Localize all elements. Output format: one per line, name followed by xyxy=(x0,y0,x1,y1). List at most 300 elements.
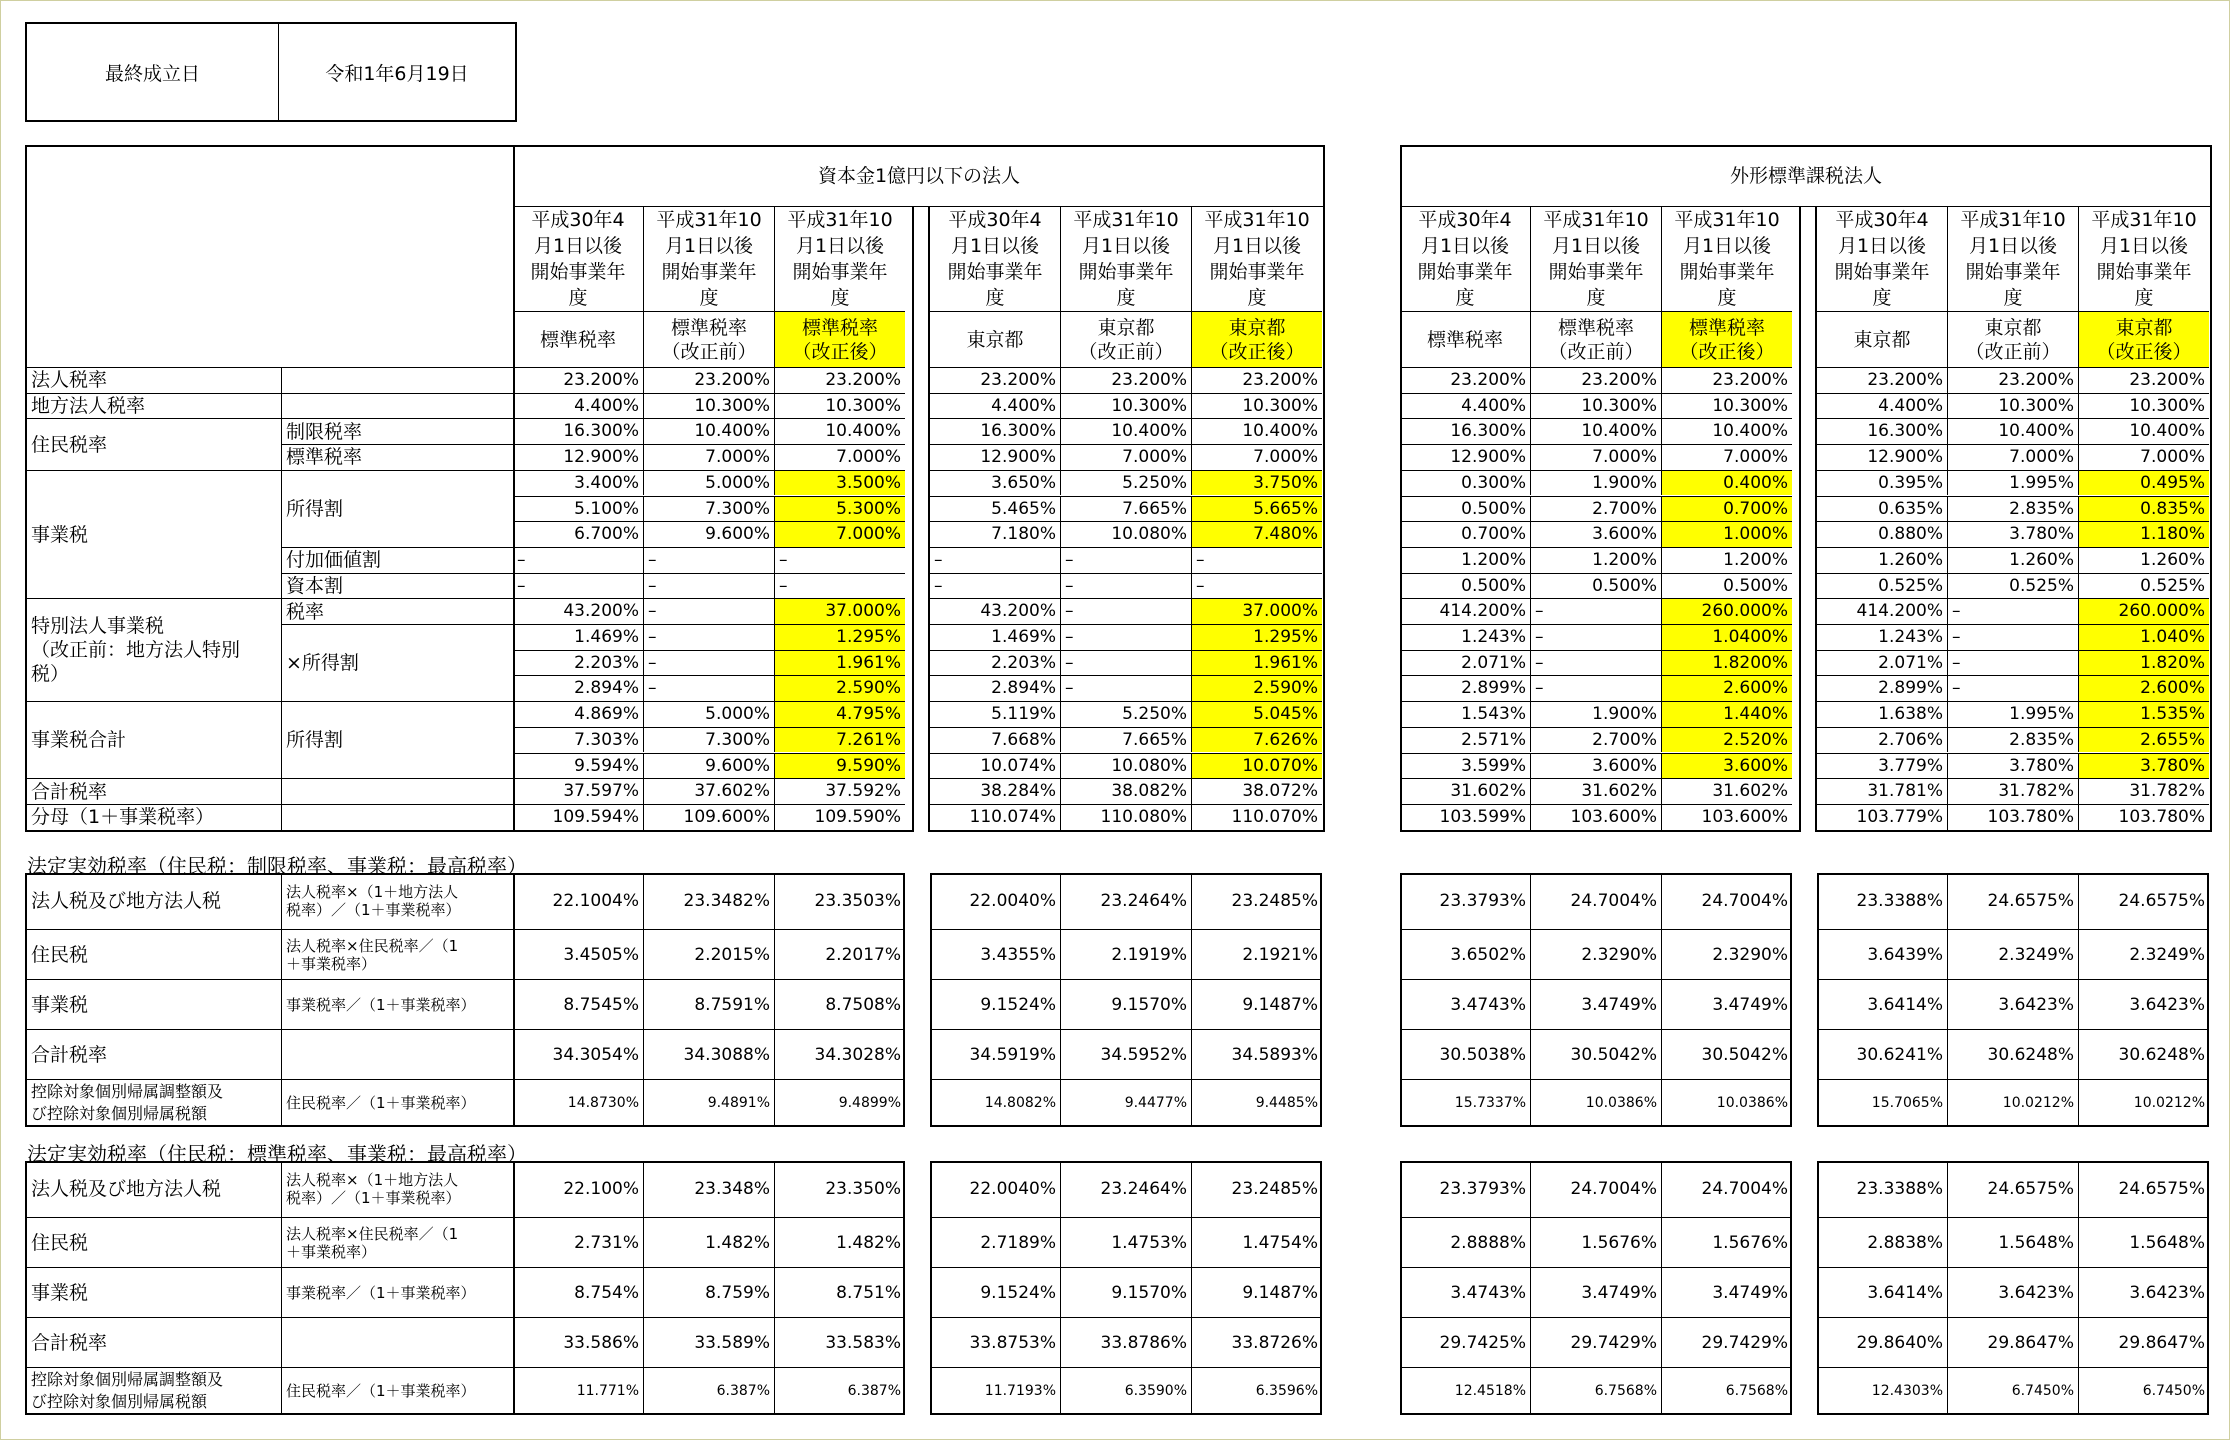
rate-cell: – xyxy=(644,573,775,599)
effective-rate-cell: 23.2485% xyxy=(1231,891,1318,911)
effective-rate-cell: 3.4749% xyxy=(1662,1267,1792,1317)
col-type-header: 東京都 xyxy=(930,312,1061,367)
rate-cell: 260.000% xyxy=(1662,598,1792,624)
effective-rate-cell: 3.6439% xyxy=(1817,929,1948,979)
effective-rate-cell: 23.348% xyxy=(644,1161,775,1217)
row-sublabel: 制限税率 xyxy=(282,418,513,444)
rate-cell: 0.400% xyxy=(1662,470,1792,496)
rate-cell: 110.070% xyxy=(1192,804,1322,830)
rate-cell: 4.869% xyxy=(513,701,644,727)
col-period-header: 平成31年10 月1日以後 開始事業年 度 xyxy=(775,207,905,312)
rate-cell: 414.200% xyxy=(1817,598,1948,624)
rate-cell: 23.200% xyxy=(2079,367,2209,393)
effective-rate-cell: 2.8838% xyxy=(1817,1217,1948,1267)
rate-cell: 10.300% xyxy=(1531,393,1662,419)
section-row-label: 事業税 xyxy=(27,1267,282,1317)
col-period-header: 平成30年4 月1日以後 開始事業年 度 xyxy=(513,207,644,312)
effective-rate-cell: 8.7508% xyxy=(775,979,905,1029)
rate-cell: 103.600% xyxy=(1531,804,1662,830)
effective-rate-cell: 29.8640% xyxy=(1817,1317,1948,1367)
rate-cell: – xyxy=(1061,624,1192,650)
col-period-header: 平成31年10 月1日以後 開始事業年 度 xyxy=(1061,207,1192,312)
effective-rate-cell: 24.6575% xyxy=(2118,891,2205,911)
section-row-label: 控除対象個別帰属調整額及 び控除対象個別帰属税額 xyxy=(27,1367,282,1413)
rate-cell: 31.782% xyxy=(2079,778,2209,804)
rate-cell: 3.780% xyxy=(2079,753,2209,779)
rate-cell: 1.180% xyxy=(2079,521,2209,547)
effective-rate-cell: 10.0212% xyxy=(2079,1079,2209,1125)
rate-cell: 7.180% xyxy=(930,521,1061,547)
effective-rate-cell: 6.387% xyxy=(775,1367,905,1413)
effective-rate-cell: 1.482% xyxy=(644,1217,775,1267)
rate-cell: 10.074% xyxy=(930,753,1061,779)
rate-cell: 10.400% xyxy=(1662,418,1792,444)
effective-rate-cell: 1.5676% xyxy=(1531,1217,1662,1267)
effective-rate-cell: 33.8726% xyxy=(1192,1317,1322,1367)
rate-cell: 2.899% xyxy=(1400,675,1531,701)
rate-cell: 1.0400% xyxy=(1662,624,1792,650)
col-type-header: 標準税率 （改正前） xyxy=(1531,312,1662,367)
rate-cell: 16.300% xyxy=(513,418,644,444)
rate-cell: 1.260% xyxy=(1817,547,1948,573)
effective-rate-cell: 2.3290% xyxy=(1531,929,1662,979)
effective-rate-cell: 8.7591% xyxy=(644,979,775,1029)
rate-cell: 10.080% xyxy=(1061,753,1192,779)
effective-rate-cell: 23.3793% xyxy=(1400,1161,1531,1217)
rate-cell: 2.655% xyxy=(2079,727,2209,753)
rate-cell: 38.284% xyxy=(930,778,1061,804)
rate-cell: – xyxy=(930,547,1061,573)
rate-cell: 23.200% xyxy=(1192,367,1322,393)
rate-cell: 7.626% xyxy=(1192,727,1322,753)
section-row-label: 住民税 xyxy=(27,1217,282,1267)
rate-cell: 4.400% xyxy=(1817,393,1948,419)
effective-rate-cell: 24.6575% xyxy=(1948,873,2079,929)
rate-cell: 37.000% xyxy=(775,598,905,624)
rate-cell: 12.900% xyxy=(1817,444,1948,470)
effective-rate-cell: 9.1570% xyxy=(1061,1267,1192,1317)
col-period-header: 平成31年10 月1日以後 開始事業年 度 xyxy=(2079,207,2209,312)
effective-rate-cell: 9.1487% xyxy=(1192,1267,1322,1317)
gap-small-separator xyxy=(912,207,930,832)
effective-rate-cell: 3.6502% xyxy=(1400,929,1531,979)
effective-rate-cell: 2.1921% xyxy=(1192,929,1322,979)
rate-cell: 1.961% xyxy=(775,650,905,676)
rate-cell: 23.200% xyxy=(1662,367,1792,393)
effective-rate-cell: 1.5676% xyxy=(1662,1217,1792,1267)
rate-cell: 1.440% xyxy=(1662,701,1792,727)
effective-rate-cell: 34.5919% xyxy=(930,1029,1061,1079)
rate-cell: 3.600% xyxy=(1662,753,1792,779)
rate-cell: 9.590% xyxy=(775,753,905,779)
rate-cell: 1.200% xyxy=(1662,547,1792,573)
rate-cell: 10.400% xyxy=(2079,418,2209,444)
row-label: 地方法人税率 xyxy=(27,393,282,419)
rate-cell: 2.203% xyxy=(930,650,1061,676)
effective-rate-cell: 11.7193% xyxy=(930,1367,1061,1413)
rate-cell: 10.400% xyxy=(644,418,775,444)
rate-cell: 1.469% xyxy=(930,624,1061,650)
effective-rate-cell: 34.3028% xyxy=(775,1029,905,1079)
rate-cell: 5.045% xyxy=(1192,701,1322,727)
row-label-line: （改正前：地方法人特別 xyxy=(31,639,241,662)
rate-cell: 7.000% xyxy=(1192,444,1322,470)
section-row-formula: 法人税率×（1＋地方法人 税率）／（1＋事業税率） xyxy=(286,883,461,919)
section-row-label: 住民税 xyxy=(27,929,282,979)
rate-cell: 7.300% xyxy=(644,496,775,522)
rate-cell: 1.543% xyxy=(1400,701,1531,727)
effective-rate-cell: 1.4754% xyxy=(1192,1217,1322,1267)
row-sublabel: 所得割 xyxy=(282,470,513,547)
rate-cell: 10.400% xyxy=(1192,418,1322,444)
rate-cell: – xyxy=(513,547,644,573)
effective-rate-cell: 30.6241% xyxy=(1817,1029,1948,1079)
effective-rate-cell: 1.4753% xyxy=(1061,1217,1192,1267)
section-row-label: 控除対象個別帰属調整額及 び控除対象個別帰属税額 xyxy=(27,1079,282,1125)
effective-rate-cell: 34.5952% xyxy=(1061,1029,1192,1079)
rate-cell: 2.590% xyxy=(1192,675,1322,701)
rate-cell: 5.465% xyxy=(930,496,1061,522)
rate-cell: 23.200% xyxy=(775,367,905,393)
rate-cell: 2.706% xyxy=(1817,727,1948,753)
rate-cell: – xyxy=(1192,573,1322,599)
rate-cell: 3.400% xyxy=(513,470,644,496)
rate-cell: 1.638% xyxy=(1817,701,1948,727)
enactment-date-label: 最終成立日 xyxy=(26,23,279,121)
rate-cell: 3.780% xyxy=(1948,521,2079,547)
row-label: 分母（1＋事業税率） xyxy=(27,804,282,830)
rate-cell: – xyxy=(1531,675,1662,701)
section-row-formula: 事業税率／（1＋事業税率） xyxy=(282,979,513,1029)
effective-rate-cell: 9.1487% xyxy=(1192,979,1322,1029)
effective-rate-cell: 29.8647% xyxy=(1948,1317,2079,1367)
rate-cell: 0.395% xyxy=(1817,470,1948,496)
effective-rate-cell: 3.4749% xyxy=(1531,1267,1662,1317)
section-row-formula: 法人税率×住民税率／（1 ＋事業税率） xyxy=(282,929,513,979)
rate-cell: 2.700% xyxy=(1531,727,1662,753)
section-title: 法定実効税率（住民税：制限税率、事業税：最高税率） xyxy=(27,854,527,878)
row-label-line: 特別法人事業税 xyxy=(31,615,165,638)
group-title-large-corp: 外形標準課税法人 xyxy=(1400,145,2212,207)
rate-cell: 7.665% xyxy=(1061,727,1192,753)
effective-rate-cell: 9.4477% xyxy=(1061,1079,1192,1125)
col-type-header: 標準税率 （改正後） xyxy=(775,312,905,367)
effective-rate-cell: 23.3482% xyxy=(644,873,775,929)
effective-rate-cell: 12.4518% xyxy=(1400,1367,1531,1413)
rate-cell: 23.200% xyxy=(644,367,775,393)
effective-rate-cell: 23.3388% xyxy=(1817,1161,1948,1217)
rate-cell: 7.000% xyxy=(644,444,775,470)
rate-cell: 4.400% xyxy=(930,393,1061,419)
effective-rate-cell: 3.6423% xyxy=(1948,979,2079,1029)
effective-rate-cell: 6.7568% xyxy=(1531,1367,1662,1413)
rate-cell: 3.750% xyxy=(1192,470,1322,496)
effective-rate-cell: 3.6423% xyxy=(2079,1267,2209,1317)
effective-rate-cell: 9.4899% xyxy=(775,1079,905,1125)
effective-rate-cell: 15.7337% xyxy=(1400,1079,1531,1125)
effective-rate-cell: 1.482% xyxy=(775,1217,905,1267)
rate-cell: 9.600% xyxy=(644,521,775,547)
rate-cell: 1.469% xyxy=(513,624,644,650)
rate-cell: 7.000% xyxy=(1948,444,2079,470)
row-sublabel: 税率 xyxy=(282,598,513,624)
effective-rate-cell: 6.387% xyxy=(644,1367,775,1413)
effective-rate-cell: 23.350% xyxy=(825,1179,901,1199)
col-period-header: 平成30年4 月1日以後 開始事業年 度 xyxy=(930,207,1061,312)
section-row-label: 合計税率 xyxy=(27,1029,282,1079)
effective-rate-cell: 30.5042% xyxy=(1662,1029,1792,1079)
col-type-header: 東京都 xyxy=(1817,312,1948,367)
gap-large-separator xyxy=(1799,207,1817,832)
rate-cell: – xyxy=(1061,547,1192,573)
rate-cell: 10.070% xyxy=(1192,753,1322,779)
effective-rate-cell: 14.8082% xyxy=(930,1079,1061,1125)
rate-cell: 7.000% xyxy=(2079,444,2209,470)
effective-rate-cell: 6.3590% xyxy=(1061,1367,1192,1413)
rate-cell: 0.635% xyxy=(1817,496,1948,522)
effective-rate-cell: 8.751% xyxy=(775,1267,905,1317)
rate-cell: 110.074% xyxy=(930,804,1061,830)
effective-rate-cell: 3.4743% xyxy=(1400,1267,1531,1317)
effective-rate-cell: 9.1524% xyxy=(930,1267,1061,1317)
effective-rate-cell: 8.759% xyxy=(644,1267,775,1317)
effective-rate-cell: 3.4505% xyxy=(513,929,644,979)
rate-cell: 0.500% xyxy=(1400,496,1531,522)
rate-cell: 12.900% xyxy=(930,444,1061,470)
effective-rate-cell: 29.7425% xyxy=(1400,1317,1531,1367)
rate-cell: 109.594% xyxy=(513,804,644,830)
effective-rate-cell: 2.3290% xyxy=(1662,929,1792,979)
effective-rate-cell: 2.3249% xyxy=(1948,929,2079,979)
rate-cell: – xyxy=(1531,650,1662,676)
effective-rate-cell: 15.7065% xyxy=(1817,1079,1948,1125)
effective-rate-cell: 3.6423% xyxy=(1948,1267,2079,1317)
effective-rate-cell: 30.6248% xyxy=(1948,1029,2079,1079)
rate-cell: 31.602% xyxy=(1662,778,1792,804)
rate-cell: 9.600% xyxy=(644,753,775,779)
rate-cell: 37.592% xyxy=(775,778,905,804)
effective-rate-cell: 6.7568% xyxy=(1662,1367,1792,1413)
rate-cell: 23.200% xyxy=(1531,367,1662,393)
rate-cell: 0.500% xyxy=(1400,573,1531,599)
effective-rate-cell: 10.0212% xyxy=(1948,1079,2079,1125)
rate-cell: 16.300% xyxy=(1817,418,1948,444)
effective-rate-cell: 3.4743% xyxy=(1400,979,1531,1029)
effective-rate-cell: 2.3249% xyxy=(2079,929,2209,979)
effective-rate-cell: 8.7545% xyxy=(513,979,644,1029)
section-row-formula: 住民税率／（1＋事業税率） xyxy=(282,1079,513,1125)
rate-cell: 110.080% xyxy=(1061,804,1192,830)
rate-cell: – xyxy=(1061,573,1192,599)
rate-cell: 3.650% xyxy=(930,470,1061,496)
row-sublabel: 標準税率 xyxy=(282,444,513,470)
effective-rate-cell: 34.5893% xyxy=(1192,1029,1322,1079)
rate-cell: 1.200% xyxy=(1400,547,1531,573)
rate-cell: 1.961% xyxy=(1192,650,1322,676)
rate-cell: 7.000% xyxy=(1531,444,1662,470)
effective-rate-cell: 2.731% xyxy=(513,1217,644,1267)
col-period-header: 平成30年4 月1日以後 開始事業年 度 xyxy=(1400,207,1531,312)
rate-cell: 103.780% xyxy=(1948,804,2079,830)
rate-cell: 31.782% xyxy=(1948,778,2079,804)
rate-cell: – xyxy=(1531,598,1662,624)
rate-cell: 37.602% xyxy=(644,778,775,804)
rate-cell: 1.243% xyxy=(1400,624,1531,650)
rate-cell: 7.261% xyxy=(775,727,905,753)
effective-rate-cell: 11.771% xyxy=(513,1367,644,1413)
rate-cell: 1.8200% xyxy=(1662,650,1792,676)
rate-cell: 1.040% xyxy=(2079,624,2209,650)
rate-cell: 2.203% xyxy=(513,650,644,676)
col-period-header: 平成31年10 月1日以後 開始事業年 度 xyxy=(644,207,775,312)
rate-cell: 3.780% xyxy=(1948,753,2079,779)
rate-cell: 1.995% xyxy=(1948,470,2079,496)
col-type-header: 東京都 （改正前） xyxy=(1061,312,1192,367)
rate-cell: 0.835% xyxy=(2079,496,2209,522)
rate-cell: 10.400% xyxy=(1531,418,1662,444)
section-title: 法定実効税率（住民税：標準税率、事業税：最高税率） xyxy=(27,1142,527,1166)
effective-rate-cell: 10.0386% xyxy=(1662,1079,1792,1125)
rate-cell: 7.300% xyxy=(644,727,775,753)
rate-cell: 2.071% xyxy=(1400,650,1531,676)
effective-rate-cell: 6.7450% xyxy=(1948,1367,2079,1413)
effective-rate-cell: 22.0040% xyxy=(930,1161,1061,1217)
rate-cell: 0.300% xyxy=(1400,470,1531,496)
effective-rate-cell: 8.754% xyxy=(513,1267,644,1317)
col-type-header: 東京都 （改正前） xyxy=(1948,312,2079,367)
rate-cell: 103.780% xyxy=(2079,804,2209,830)
effective-rate-cell: 9.1524% xyxy=(930,979,1061,1029)
rate-cell: 5.100% xyxy=(513,496,644,522)
effective-rate-cell: 3.6423% xyxy=(2079,979,2209,1029)
effective-rate-cell: 23.2485% xyxy=(1231,1179,1318,1199)
rate-cell: 103.599% xyxy=(1400,804,1531,830)
rate-cell: 23.200% xyxy=(1400,367,1531,393)
rate-cell: 2.571% xyxy=(1400,727,1531,753)
effective-rate-cell: 3.6414% xyxy=(1817,1267,1948,1317)
row-sublabel: ×所得割 xyxy=(282,624,513,701)
col-type-header: 標準税率 （改正前） xyxy=(644,312,775,367)
rate-cell: 10.300% xyxy=(2079,393,2209,419)
rate-cell: 7.303% xyxy=(513,727,644,753)
rate-cell: 5.250% xyxy=(1061,470,1192,496)
rate-cell: 0.525% xyxy=(1948,573,2079,599)
row-sublabel: 付加価値割 xyxy=(282,547,513,573)
rate-cell: 5.000% xyxy=(644,470,775,496)
rate-cell: – xyxy=(644,624,775,650)
row-sublabel: 資本割 xyxy=(282,573,513,599)
rate-cell: 2.894% xyxy=(513,675,644,701)
row-label: 法人税率 xyxy=(27,367,282,393)
rate-cell: 7.000% xyxy=(1061,444,1192,470)
row-sublabel xyxy=(282,393,513,419)
row-sublabel xyxy=(282,778,513,804)
effective-rate-cell: 2.2015% xyxy=(644,929,775,979)
effective-rate-cell: 2.1919% xyxy=(1061,929,1192,979)
effective-rate-cell: 9.4891% xyxy=(644,1079,775,1125)
section-row-label: 事業税 xyxy=(27,979,282,1029)
col-type-header: 東京都 （改正後） xyxy=(1192,312,1322,367)
rate-cell: – xyxy=(775,573,905,599)
rate-cell: 5.000% xyxy=(644,701,775,727)
rate-cell: 43.200% xyxy=(930,598,1061,624)
effective-rate-cell: 24.6575% xyxy=(1948,1161,2079,1217)
rate-cell: 10.300% xyxy=(644,393,775,419)
effective-rate-cell: 24.7004% xyxy=(1531,873,1662,929)
col-period-header: 平成30年4 月1日以後 開始事業年 度 xyxy=(1817,207,1948,312)
rate-cell: 1.260% xyxy=(2079,547,2209,573)
effective-rate-cell: 3.4749% xyxy=(1531,979,1662,1029)
effective-rate-cell: 2.8888% xyxy=(1400,1217,1531,1267)
rate-cell: – xyxy=(1948,598,2079,624)
rate-cell: 3.779% xyxy=(1817,753,1948,779)
effective-rate-cell: 3.4749% xyxy=(1662,979,1792,1029)
rate-cell: 0.500% xyxy=(1662,573,1792,599)
rate-cell: 2.600% xyxy=(2079,675,2209,701)
rate-cell: 103.600% xyxy=(1662,804,1792,830)
rate-cell: – xyxy=(1192,547,1322,573)
effective-rate-cell: 1.5648% xyxy=(1948,1217,2079,1267)
effective-rate-cell: 33.589% xyxy=(644,1317,775,1367)
rate-cell: 38.082% xyxy=(1061,778,1192,804)
rate-cell: – xyxy=(1061,675,1192,701)
effective-rate-cell: 24.6575% xyxy=(2118,1179,2205,1199)
rate-cell: 10.400% xyxy=(1948,418,2079,444)
rate-cell: – xyxy=(644,598,775,624)
rate-cell: 1.995% xyxy=(1948,701,2079,727)
rate-cell: 3.600% xyxy=(1531,521,1662,547)
rate-cell: 7.000% xyxy=(775,444,905,470)
rate-cell: 1.535% xyxy=(2079,701,2209,727)
rate-cell: 5.665% xyxy=(1192,496,1322,522)
rate-cell: 2.835% xyxy=(1948,727,2079,753)
effective-rate-cell: 30.6248% xyxy=(2079,1029,2209,1079)
effective-rate-cell: 33.586% xyxy=(513,1317,644,1367)
rate-cell: 5.119% xyxy=(930,701,1061,727)
rate-cell: – xyxy=(644,675,775,701)
rate-cell: 31.781% xyxy=(1817,778,1948,804)
rate-cell: 23.200% xyxy=(1948,367,2079,393)
col-type-header: 標準税率 xyxy=(1400,312,1531,367)
rate-cell: 2.700% xyxy=(1531,496,1662,522)
rate-cell: 1.200% xyxy=(1531,547,1662,573)
effective-rate-cell: 33.8753% xyxy=(930,1317,1061,1367)
rate-cell: 0.525% xyxy=(1817,573,1948,599)
effective-rate-cell: 34.3088% xyxy=(644,1029,775,1079)
col-period-header: 平成31年10 月1日以後 開始事業年 度 xyxy=(1192,207,1322,312)
rate-cell: 9.594% xyxy=(513,753,644,779)
rate-cell: 4.795% xyxy=(775,701,905,727)
effective-rate-cell: 6.7450% xyxy=(2079,1367,2209,1413)
section-row-formula xyxy=(282,1317,513,1367)
rate-cell: 109.600% xyxy=(644,804,775,830)
rate-cell: 12.900% xyxy=(513,444,644,470)
col-period-header: 平成31年10 月1日以後 開始事業年 度 xyxy=(1531,207,1662,312)
rate-cell: 1.000% xyxy=(1662,521,1792,547)
rate-cell: 0.495% xyxy=(2079,470,2209,496)
effective-rate-cell: 1.5648% xyxy=(2079,1217,2209,1267)
rate-cell: 43.200% xyxy=(513,598,644,624)
rate-cell: 1.295% xyxy=(775,624,905,650)
rate-cell: – xyxy=(775,547,905,573)
rate-cell: 4.400% xyxy=(513,393,644,419)
rate-cell: – xyxy=(1948,650,2079,676)
rate-cell: 10.300% xyxy=(1192,393,1322,419)
rate-cell: 1.295% xyxy=(1192,624,1322,650)
enactment-date-box xyxy=(25,22,517,122)
rate-cell: 6.700% xyxy=(513,521,644,547)
effective-rate-cell: 23.2464% xyxy=(1061,873,1192,929)
